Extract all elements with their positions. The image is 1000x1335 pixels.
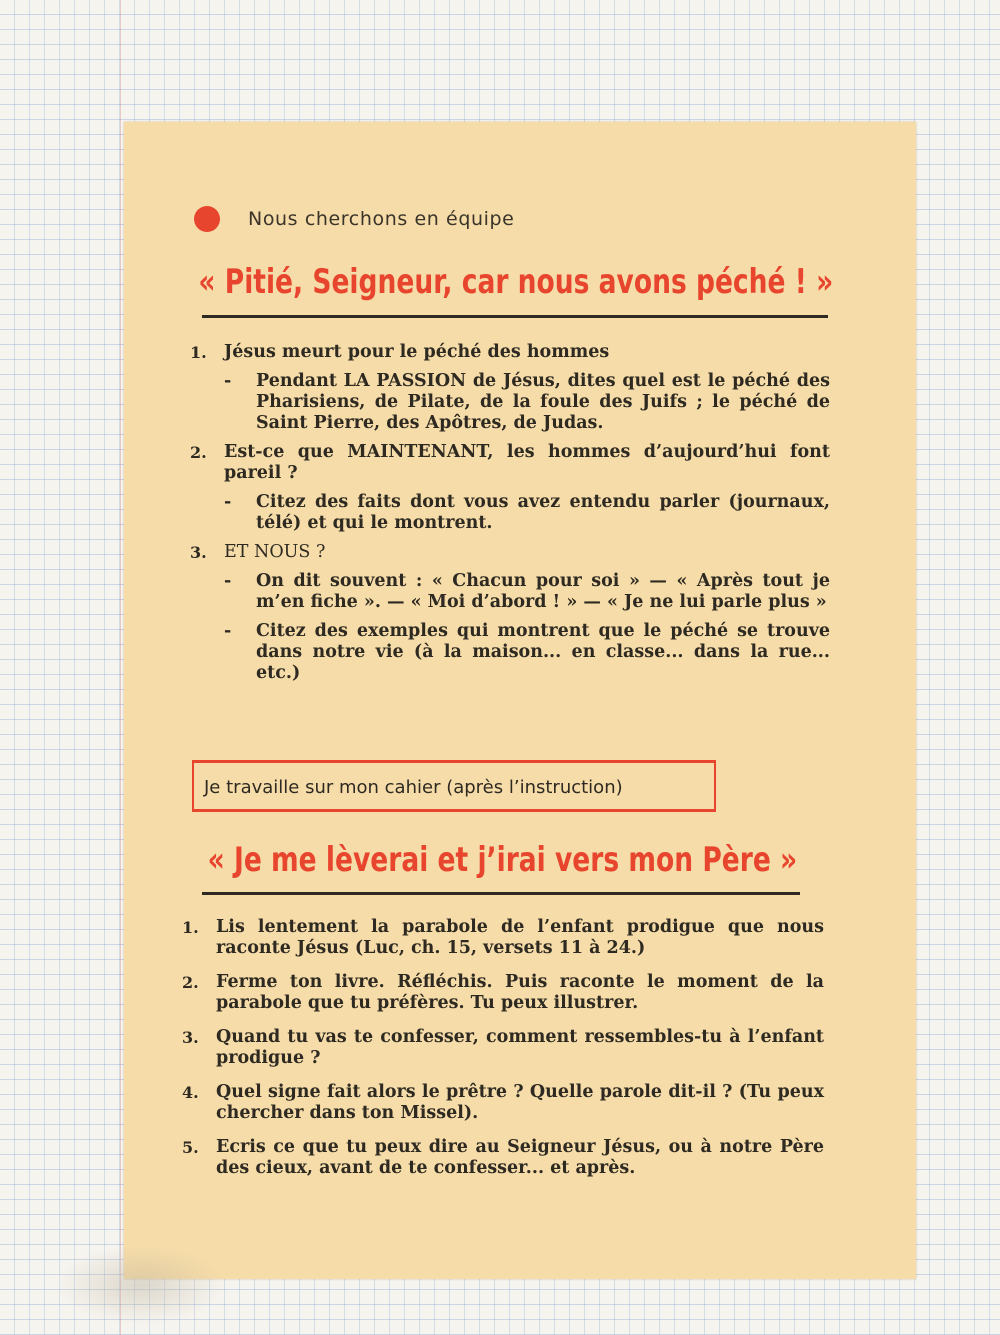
sub-item-text: Pendant LA PASSION de Jésus, dites quel est le péché des Pharisiens, de Pilate, de la foule des Juifs ; le péché de Saint Pierre, des Apôtres, de Judas. (256, 371, 830, 433)
title-underline (202, 315, 828, 318)
instruction-box-text: Je travaille sur mon cahier (après l’instruction) (204, 777, 623, 798)
item-number: 5. (182, 1138, 199, 1157)
dash-bullet: - (224, 571, 232, 591)
dash-bullet: - (224, 371, 232, 391)
section-questions (190, 342, 830, 692)
sub-item-text: On dit souvent : « Chacun pour soi » — « Après tout je m’en fiche ». — « Moi d’abord ! » — « Je ne lui parle plus » (256, 571, 830, 612)
list-item (182, 1082, 824, 1124)
item-number: 3. (190, 543, 207, 562)
list-item (190, 342, 830, 363)
item-text: Jésus meurt pour le péché des hommes (224, 342, 610, 362)
list-item (182, 972, 824, 1014)
list-item (182, 917, 824, 959)
item-text: Ecris ce que tu peux dire au Seigneur Jésus, ou à notre Père des cieux, avant de te confesser... et après. (216, 1137, 824, 1178)
red-dot-icon (194, 206, 220, 232)
title-pitie: « Pitié, Seigneur, car nous avons péché ! » (198, 262, 834, 302)
header-text: Nous cherchons en équipe (248, 208, 515, 230)
paper-stain (56, 1245, 226, 1325)
item-number: 1. (182, 918, 199, 937)
sub-item (224, 492, 830, 534)
sub-item-text: Citez des faits dont vous avez entendu parler (journaux, télé) et qui le montrent. (256, 492, 830, 533)
item-text: Quand tu vas te confesser, comment ressembles-tu à l’enfant prodigue ? (216, 1027, 824, 1068)
item-number: 2. (182, 973, 199, 992)
list-item (182, 1027, 824, 1069)
item-number: 4. (182, 1083, 199, 1102)
item-text: Est-ce que MAINTENANT, les hommes d’aujourd’hui font pareil ? (224, 442, 830, 483)
instruction-box (192, 760, 716, 812)
item-text: Ferme ton livre. Réfléchis. Puis raconte le moment de la parabole que tu préfères. Tu peux illustrer. (216, 972, 824, 1013)
list-item (190, 542, 830, 563)
title-underline (202, 892, 800, 895)
item-number: 3. (182, 1028, 199, 1047)
sub-item (224, 371, 830, 434)
item-number: 2. (190, 443, 207, 462)
list-item (182, 1137, 824, 1179)
item-number: 1. (190, 343, 207, 362)
item-text: ET NOUS ? (224, 542, 326, 562)
list-item (190, 442, 830, 484)
dash-bullet: - (224, 621, 232, 641)
dash-bullet: - (224, 492, 232, 512)
leaflet-sheet (124, 122, 916, 1279)
sub-item (224, 621, 830, 684)
header (194, 206, 514, 232)
sub-item-text: Citez des exemples qui montrent que le péché se trouve dans notre vie (à la maison... en classe... dans la rue... etc.) (256, 621, 830, 683)
sub-item (224, 571, 830, 613)
item-text: Quel signe fait alors le prêtre ? Quelle parole dit-il ? (Tu peux chercher dans ton Missel). (216, 1082, 824, 1123)
item-text: Lis lentement la parabole de l’enfant prodigue que nous raconte Jésus (Luc, ch. 15, versets 11 à 24.) (216, 917, 824, 958)
title-je-me-leverai: « Je me lèverai et j’irai vers mon Père » (207, 840, 798, 880)
section-exercises (182, 917, 824, 1192)
